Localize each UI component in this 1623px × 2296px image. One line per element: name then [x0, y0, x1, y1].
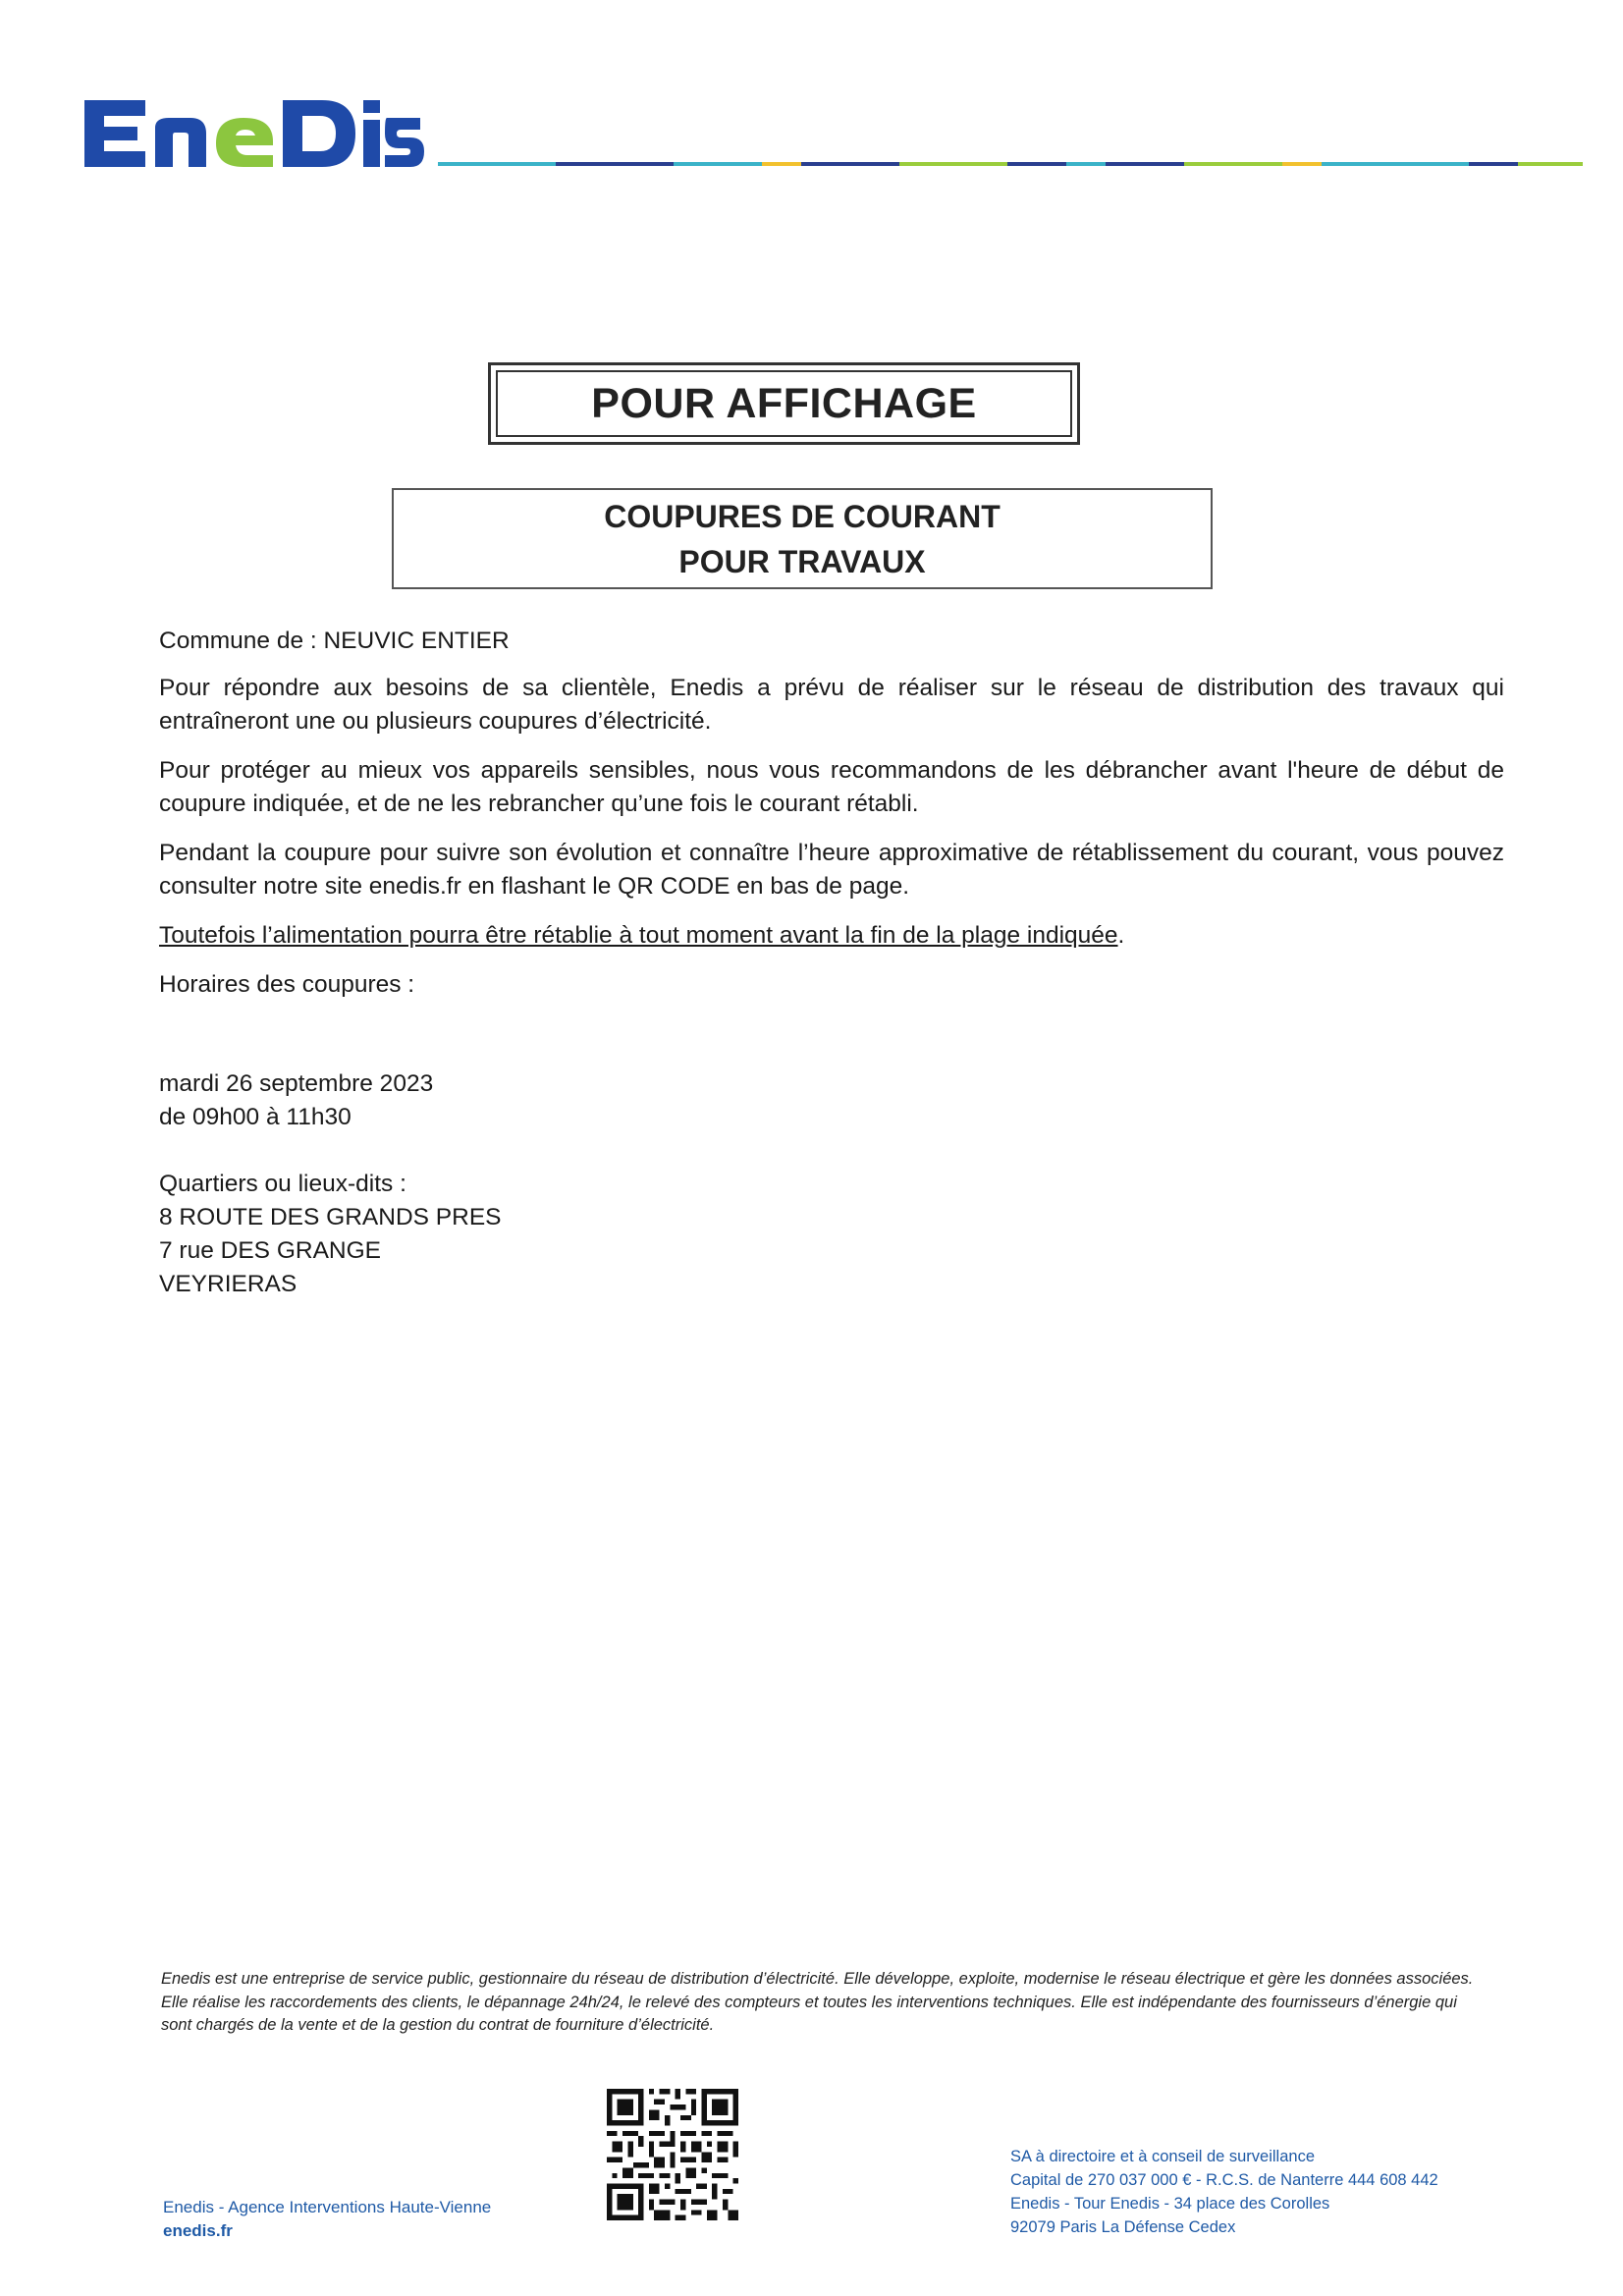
footer-disclaimer: Enedis est une entreprise de service public, gestionnaire du réseau de distribution d’électricité. Elle développe, exploite, modernise le réseau électrique et gère les données associées. Elle réalise les raccordements des clients, le dépannage 24h/24, le relevé des compteurs et toutes les interventions techniques. Elle est indépendante des fournisseurs d’énergie qui sont chargés de la vente et de la gestion du contrat de fourniture d’électricité. [161, 1970, 1474, 2034]
commune-line: Commune de : NEUVIC ENTIER [159, 628, 510, 654]
outage-date: mardi 26 septembre 2023 [159, 1070, 434, 1097]
legal-line: 92079 Paris La Défense Cedex [1010, 2218, 1236, 2236]
legal-line: SA à directoire et à conseil de surveillance [1010, 2148, 1316, 2165]
paragraph-4-underlined: Toutefois l’alimentation pourra être rétablie à tout moment avant la fin de la plage indiquée [159, 922, 1118, 949]
footer-legal-block [1010, 2145, 1438, 2239]
paragraph-1: Pour répondre aux besoins de sa clientèle, Enedis a prévu de réaliser sur le réseau de distribution des travaux qui entraîneront une ou plusieurs coupures d’électricité. [159, 675, 1504, 735]
pour-affichage-box [488, 362, 1080, 445]
notice-title-line1: COUPURES DE COURANT [604, 498, 1001, 534]
schedule-label: Horaires des coupures : [159, 971, 415, 998]
place-item: 7 rue DES GRANGE [159, 1237, 382, 1264]
paragraph-4 [159, 919, 1504, 953]
paragraph-4-end: . [1117, 922, 1125, 949]
notice-title-box [392, 488, 1213, 589]
paragraph-2: Pour protéger au mieux vos appareils sensibles, nous vous recommandons de les débrancher avant l'heure de début de coupure indiquée, et de ne les rebrancher qu’une fois le courant rétabli. [159, 757, 1504, 817]
pour-affichage-label: POUR AFFICHAGE [496, 370, 1072, 437]
header-rule [438, 161, 1583, 167]
place-item: VEYRIERAS [159, 1271, 298, 1297]
paragraph-3: Pendant la coupure pour suivre son évolution et connaître l’heure approximative de rétablissement du courant, vous pouvez consulter notre site enedis.fr en flashant le QR CODE en bas de page. [159, 840, 1504, 900]
legal-line: Capital de 270 037 000 € - R.C.S. de Nanterre 444 608 442 [1010, 2171, 1438, 2189]
qr-code[interactable] [607, 2089, 738, 2220]
outage-hours: de 09h00 à 11h30 [159, 1104, 352, 1130]
notice-body [159, 625, 1504, 1301]
website-link[interactable]: enedis.fr [163, 2221, 233, 2240]
places-label: Quartiers ou lieux-dits : [159, 1171, 406, 1197]
legal-line: Enedis - Tour Enedis - 34 place des Corolles [1010, 2195, 1330, 2213]
agency-name: Enedis - Agence Interventions Haute-Vienne [163, 2198, 492, 2216]
footer-agency-block [163, 2196, 491, 2243]
place-item: 8 ROUTE DES GRANDS PRES [159, 1204, 502, 1230]
notice-title-line2: POUR TRAVAUX [678, 543, 926, 579]
enedis-logo [81, 94, 424, 173]
